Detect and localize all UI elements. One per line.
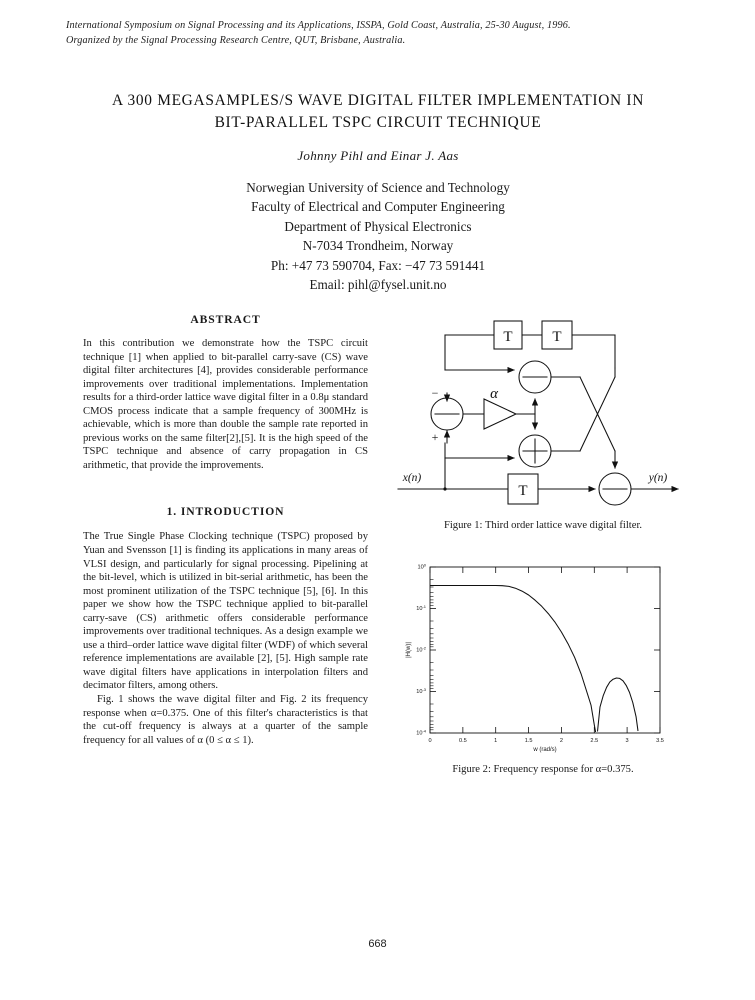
abstract-text: In this contribution we demonstrate how the TSPC circuit technique [1] when applied to bit-parallel carry-save (CS) wave digital filter architectures [4], provides considerable performance improvements over traditional implementations. Implementation results for a third-order lattice wave digital filter in a 0.8μ standard CMOS process indicate that a sample frequency of 300MHz is achievable, which is more than double the sample rate reported in previous works on the same filter[2],[5]. It is the high speed of the TSPC technique and absence of carry propagation in CS arithmetic, that provide the improvements. — [83, 338, 368, 471]
page-title — [60, 90, 696, 134]
introduction-paragraph-2: Fig. 1 shows the wave digital filter and Fig. 2 its frequency response when α=0.375. One of this filter's characteristics is that the cut-off frequency is always at a quarter of the sample frequency for all values of α (0 ≤ α ≤ 1). — [83, 694, 368, 746]
affiliation-block — [60, 178, 696, 294]
page-title-line2: BIT-PARALLEL TSPC CIRCUIT TECHNIQUE — [214, 114, 542, 131]
affiliation-line-5: Ph: +47 73 590704, Fax: −47 73 591441 — [270, 257, 486, 273]
figure-2-ylabel: |H(w)| — [406, 642, 412, 658]
affiliation-line-1: Norwegian University of Science and Technology — [246, 180, 510, 195]
conference-header-line2: Organized by the Signal Processing Research Centre, QUT, Brisbane, Australia. — [66, 35, 406, 46]
author-list: Johnny Pihl and Einar J. Aas — [297, 148, 459, 163]
figure-1-plus-sign: + — [431, 430, 439, 444]
figure-2-caption: Figure 2: Frequency response for α=0.375. — [452, 764, 634, 775]
figure-1-caption: Figure 1: Third order lattice wave digital filter. — [443, 520, 643, 531]
figure-1-delay-label-1: T — [503, 329, 513, 345]
figure-2-ytick-2: $10^{-2}$ — [416, 645, 426, 654]
figure-1-input-label: x(n) — [402, 472, 422, 484]
figure-2-ytick-0: $10^0$ — [417, 562, 426, 571]
figure-1-alpha-gain-label: α — [490, 386, 498, 402]
figure-2-xtick-5: 2.5 — [590, 738, 599, 744]
figure-2-xtick-2: 1 — [494, 738, 498, 744]
figure-2-xlabel: w (rad/s) — [533, 747, 557, 753]
affiliation-line-6: Email: pihl@fysel.unit.no — [309, 277, 447, 293]
figure-1-diagram — [390, 313, 696, 513]
page-number: 668 — [368, 938, 387, 950]
figure-2-xtick-1: 0.5 — [458, 738, 467, 744]
figure-2-chart — [390, 555, 696, 755]
left-column — [83, 313, 368, 747]
figure-2-xtick-0: 0 — [428, 738, 432, 744]
conference-header — [66, 18, 690, 48]
figure-1 — [390, 313, 696, 531]
introduction-heading: 1. INTRODUCTION — [166, 505, 285, 519]
figure-1-delay-label-2: T — [552, 329, 562, 345]
figure-2-xtick-7: 3.5 — [656, 738, 664, 744]
figure-2-xtick-4: 2 — [559, 738, 563, 744]
figure-1-output-label: y(n) — [648, 472, 668, 484]
figure-2-ytick-1: $10^{-1}$ — [416, 604, 426, 612]
affiliation-line-2: Faculty of Electrical and Computer Engineering — [251, 199, 505, 215]
figure-1-minus-sign: − — [431, 386, 439, 400]
figure-1-delay-label-3: T — [518, 483, 528, 499]
column-spacer — [83, 472, 368, 505]
figure-2-ytick-3: $10^{-3}$ — [416, 687, 426, 695]
conference-header-line1: International Symposium on Signal Processing and its Applications, ISSPA, Gold Coast, Australia, 25-30 August, 1996. — [66, 20, 571, 31]
figure-2-ytick-4: $10^{-4}$ — [416, 728, 426, 737]
affiliation-line-3: Department of Physical Electronics — [284, 218, 472, 234]
figure-2 — [390, 555, 696, 775]
page-title-line1: A 300 MEGASAMPLES/S WAVE DIGITAL FILTER IMPLEMENTATION IN — [111, 92, 645, 109]
right-column — [390, 313, 696, 775]
abstract-heading: ABSTRACT — [190, 313, 261, 326]
figure-2-xtick-3: 1.5 — [524, 738, 533, 744]
introduction-paragraph-1: The True Single Phase Clocking technique (TSPC) proposed by Yuan and Svensson [1] is finding its applications in many areas of VLSI design, and particularly for signal processing. Pipelining at the bit-level, which is utilized in bit-serial arithmetic, has been the most prominent utilization of the TSPC technique [5], [6]. In this paper we show how the TSPC technique applied to bit-parallel carry-save (CS) arithmetic offers considerable performance improvements over traditional techniques. As a design example we use a third–order lattice wave digital filter (WDF) of which several reference implementations are available [2], [5]. High sample rate wave digital filters have applications in interpolation filters and decimator filters, among others. — [83, 531, 368, 692]
affiliation-line-4: N-7034 Trondheim, Norway — [302, 238, 454, 254]
figure-2-xtick-6: 3 — [625, 738, 629, 744]
